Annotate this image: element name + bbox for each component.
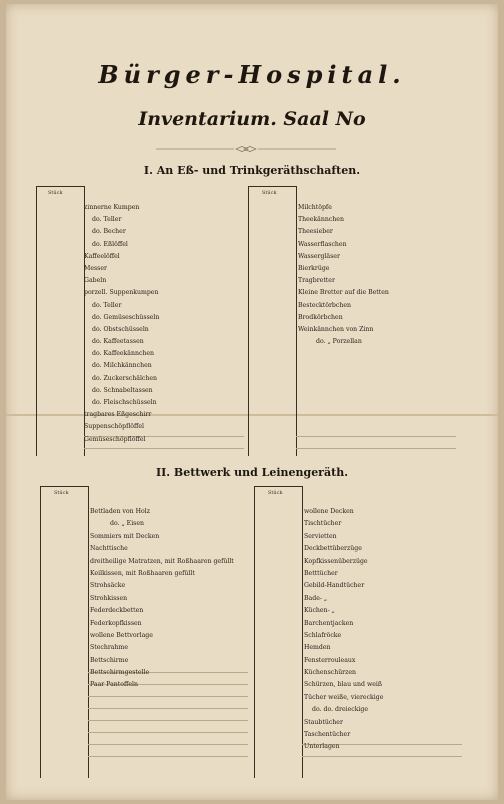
list-item: Tücher weiße, viereckige [304,693,384,701]
list-item: do. Gemüseschüsseln [92,313,160,321]
list-item: do. Teller [92,301,122,309]
list-item: Suppenschöpflöffel [84,423,144,431]
list-item: Schürzen, blau und weiß [304,681,383,689]
list-item: Unterlagen [304,743,340,751]
list-item: Kaffeelöffel [84,252,120,260]
section2-right-col-line-b [302,486,303,778]
list-item: zinnerne Kumpen [84,204,140,211]
list-item: wollene Bettvorlage [90,631,153,639]
section2-right-rule [302,756,462,757]
section1-right-col-line-b [296,186,297,456]
list-item: do. „ Porzellan [316,338,362,346]
section2-left-rule [88,708,248,709]
list-item: Brodkörbchen [298,313,343,321]
section1-right-col-label: Stück [262,190,277,196]
section2-left-col-line-a [40,486,41,778]
list-item: Stechrahme [90,644,128,652]
section1-right-col-line-a [248,186,249,456]
list-item: do. Kaffeekännchen [92,350,155,358]
list-item: Nachttische [90,545,128,553]
list-item: Gabeln [84,277,107,285]
list-item: Milchtöpfe [298,204,332,211]
section2-right-list [304,506,383,754]
section1-left-rule [84,448,244,449]
paper-fold [6,414,498,416]
page-subtitle: Inventarium. Saal No [138,108,366,130]
section2-left-col-top-rule [40,486,88,487]
list-item: Theekännchen [298,216,344,224]
list-item: wollene Decken [304,508,354,515]
list-item: Kleine Bretter auf die Betten [298,289,389,297]
section1-right-list [298,202,389,348]
list-item: Gemüseschöpflöffel [84,435,146,443]
list-item: Strohsäcke [90,582,126,590]
list-item: do. Zuckerschälchen [92,374,158,382]
list-item: Wassergläser [298,252,340,260]
section2-heading: II. Bettwerk und Leinengeräth. [155,466,349,479]
ornament-divider [156,146,336,152]
list-item: Bettschirmgestelle [90,669,150,677]
section1-right-rule [296,436,456,437]
list-item: Gebild-Handtücher [304,582,365,590]
list-item: tragbares Eßgeschirr [84,411,152,419]
list-item: porzell. Suppenkumpen [84,289,159,297]
list-item: Federkopfkissen [90,619,142,627]
section2-right-col-top-rule [254,486,302,487]
list-item: Bierkrüge [298,264,330,272]
section2-left-rule [88,696,248,697]
list-item: do. Fleischschüsseln [92,399,157,406]
list-item: Bestecktörbchen [298,301,351,309]
list-item: do. „ Eisen [110,520,145,528]
section2-left-rule [88,756,248,757]
list-item: Sommiers mit Decken [90,532,160,540]
list-item: Wasserflaschen [298,240,347,248]
list-item: Bettschirme [90,656,129,664]
list-item: Strohkissen [90,594,128,602]
list-item: do. Becher [92,228,126,236]
section1-left-col-top-rule [36,186,84,187]
section1-heading: I. An Eß- und Trinkgeräthschaften. [143,164,361,177]
list-item: Tischtücher [304,520,342,528]
list-item: do. Milchkännchen [92,362,152,370]
section1-right-col-top-rule [248,186,296,187]
list-item: Küchenschürzen [304,669,357,677]
section1-right-rule [296,448,456,449]
document-sheet [6,4,498,800]
list-item: dreitheilige Matratzen, mit Roßhaaren gefüllt [90,557,234,565]
section2-left-rule [88,744,248,745]
list-item: Kopfkissenüberzüge [304,557,368,565]
list-item: Hemden [304,644,331,652]
list-item: Staubtücher [304,718,343,726]
page-title: Bürger-Hospital. [98,60,406,89]
section2-left-list [90,506,234,692]
list-item: Paar Pantoffeln [90,681,138,689]
list-item: Taschentücher [304,731,351,739]
list-item: do. Eßlöffel [92,240,128,248]
section1-left-col-label: Stück [48,190,63,196]
list-item: Weinkännchen von Zinn [298,325,374,333]
section2-left-col-line-b [88,486,89,778]
list-item: Messer [84,264,107,272]
list-item: do. do. dreieckige [312,706,369,714]
section2-left-rule [88,732,248,733]
list-item: do. Obstschüsseln [92,325,149,333]
list-item: do. Teller [92,216,122,224]
list-item: Fensterrouleaux [304,656,356,664]
list-item: Barchentjacken [304,619,354,627]
list-item: Theesieber [298,228,333,236]
list-item: Tragbretter [298,277,335,285]
section2-left-rule [88,720,248,721]
section2-left-col-label: Stück [54,490,69,496]
list-item: Keilkissen, mit Roßhaaren gefüllt [90,569,195,577]
list-item: Küchen- „ [304,607,335,615]
list-item: Betttücher [304,569,338,577]
list-item: Deckbettüberzüge [304,545,362,553]
section1-left-list [84,202,159,446]
list-item: Schlafröcke [304,631,342,639]
list-item: Bettladen von Holz [90,508,150,515]
section2-right-col-line-a [254,486,255,778]
list-item: Servietten [304,532,337,540]
list-item: Bade- „ [304,594,328,602]
list-item: Federdeckbetten [90,607,144,615]
section1-left-col-line-a [36,186,37,456]
list-item: do. Schnabeltassen [92,386,153,394]
section2-right-col-label: Stück [268,490,283,496]
list-item: do. Kaffeetassen [92,338,144,346]
